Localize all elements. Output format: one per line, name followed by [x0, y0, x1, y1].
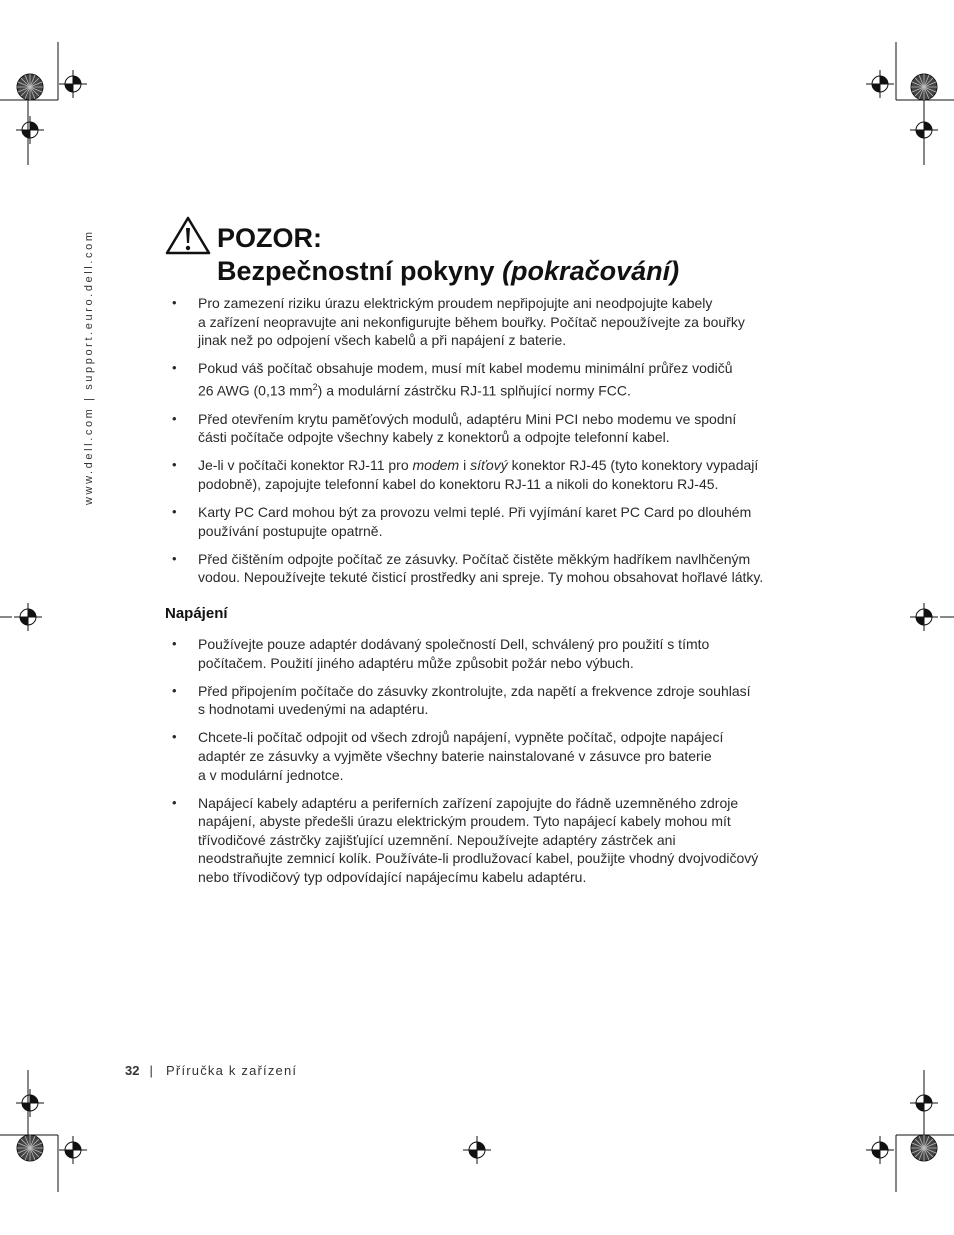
list-item: [165, 359, 785, 400]
list-item: [165, 728, 785, 784]
list-item: [165, 550, 785, 587]
bullet-icon: •: [172, 504, 177, 519]
list-item-text: Napájecí kabely adaptéru a periferních zařízení zapojujte do řádně uzemněného zdroje napájení, abyste předešli úrazu elektrickým proudem. Tyto napájecí kabely mohou mít třívodičové zástrčky zajišťující uzemnění. Nepoužívejte adaptéry zástrček ani neodstraňujte zemnicí kolík. Používáte-li prodlužovací kabel, použijte vhodný dvojvodičový nebo třívodičový typ odpovídající napájecímu kabelu adaptéru.: [198, 794, 759, 886]
list-item-text: Před připojením počítače do zásuvky zkontrolujte, zda napětí a frekvence zdroje souhlasí s hodnotami uvedenými na adaptéru.: [198, 682, 751, 718]
power-list: [165, 635, 785, 896]
bullet-icon: •: [172, 682, 177, 698]
title-line-2: [217, 255, 679, 288]
side-url: www.dell.com | support.euro.dell.com: [83, 229, 95, 505]
page-number: 32: [125, 1063, 140, 1078]
text-part: konektor RJ-45 (tyto konektory vypadají podobně), zapojujte telefonní kabel do konektoru RJ-11 a nikoli do konektoru RJ-45.: [198, 457, 759, 492]
bullet-icon: •: [172, 794, 177, 810]
list-item-text: Před otevřením krytu paměťových modulů, adaptéru Mini PCI nebo modemu ve spodní části počítače odpojte všechny kabely z konektorů a odpojte telefonní kabel.: [198, 410, 737, 446]
list-item-text: [198, 359, 785, 400]
list-item: [165, 294, 785, 350]
footer-title: Příručka k zařízení: [166, 1063, 298, 1078]
bullet-icon: •: [172, 636, 177, 651]
italic-term: modem: [412, 457, 460, 474]
list-item-text: Pro zamezení riziku úrazu elektrickým proudem nepřipojujte ani neodpojujte kabely a zařízení neopravujte ani nekonfigurujte během bouřky. Počítač nepoužívejte za bouřky jinak než po odpojení všech kabelů a při napájení z baterie.: [198, 295, 745, 349]
text-part: i: [459, 457, 471, 474]
list-item: [165, 794, 785, 887]
list-item: [165, 456, 785, 493]
list-item-text: Před čištěním odpojte počítač ze zásuvky. Počítač čistěte měkkým hadříkem navlhčeným vodou. Nepoužívejte tekuté čisticí prostředky ani spreje. Ty mohou obsahovat hořlavé látky.: [198, 550, 764, 586]
list-item-text: [198, 456, 785, 493]
bullet-icon: •: [172, 550, 177, 566]
text-part: ) a modulární zástrčku RJ-11 splňující normy FCC.: [317, 382, 631, 399]
title-main: Bezpečnostní pokyny: [217, 256, 503, 286]
text-part: Je-li v počítači konektor RJ-11 pro: [198, 457, 413, 474]
bullet-icon: •: [172, 295, 177, 310]
bullet-icon: •: [172, 457, 177, 473]
title-italic: (pokračování): [502, 256, 680, 286]
italic-term: síťový: [470, 457, 508, 474]
safety-list: [165, 294, 785, 596]
title-line-1: POZOR:: [217, 223, 322, 253]
list-item: [165, 503, 785, 540]
superscript: 2: [312, 381, 318, 392]
warning-triangle-icon: [165, 215, 211, 255]
bullet-icon: •: [172, 360, 177, 376]
list-item-text: Používejte pouze adaptér dodávaný společností Dell, schválený pro použití s tímto počítačem. Použití jiného adaptéru může způsobit požár nebo výbuch.: [198, 636, 710, 671]
page-title: [217, 222, 679, 288]
bullet-icon: •: [172, 410, 177, 426]
footer-separator: |: [149, 1063, 155, 1078]
list-item-text: Karty PC Card mohou být za provozu velmi teplé. Při vyjímání karet PC Card po dlouhém používání postupujte opatrně.: [198, 504, 752, 539]
list-item: [165, 410, 785, 447]
list-item-text: Chcete-li počítač odpojit od všech zdrojů napájení, vypněte počítač, odpojte napájecí adaptér ze zásuvky a vyjměte všechny baterie nainstalované v zásuvce pro baterie a v modulární jednotce.: [198, 729, 724, 783]
page-footer: [125, 1063, 297, 1078]
text-part: Pokud váš počítač obsahuje modem, musí mít kabel modemu minimální průřez vodičů 26 AWG (0,13 mm: [198, 360, 733, 399]
list-item: [165, 682, 785, 719]
list-item: [165, 635, 785, 672]
bullet-icon: •: [172, 729, 177, 745]
section-heading: Napájení: [165, 605, 228, 622]
